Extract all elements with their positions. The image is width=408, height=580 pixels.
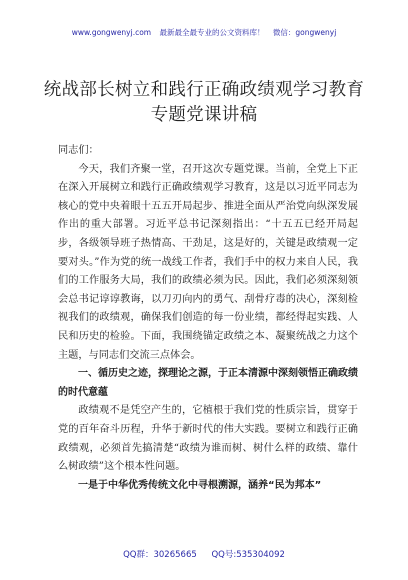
salutation: 同志们： [58,145,99,156]
footer-qq-group: QQ群：30265665 [123,550,197,560]
document-body [58,142,358,495]
intro-paragraph: 今天，我们齐聚一堂，召开这次专题党课。当前，全党上下正在深入开展树立和践行正确政绩观学习教育，这是以习近平同志为核心的党中央着眼十五五开局起步、推进全面从严治党向纵深发展作出的重大部署。习近平总书记深刻指出：“十五五已经开局起步，各级领导班子热情高、干劲足，这是好的，关键是政绩观一定要对头。”作为党的统一战线工作者，我们手中的权力来自人民，我们的工作服务大局，我们的政绩必须为民。因此，我们必须深刻领会总书记谆谆教诲，以刀刃向内的勇气、刮骨疗毒的决心，深刻检视我们的政绩观，确保我们创造的每一份业绩，都经得起实践、人民和历史的检验。下面，我围绕锚定政绩之本、凝聚统战之力这个主题，与同志们交流三点体会。 [58,163,358,361]
section-paragraph: 政绩观不是凭空产生的，它植根于我们党的性质宗旨，贯穿于党的百年奋斗历程，升华于新时代的伟大实践。要树立和践行正确政绩观，必须首先搞清楚“政绩为谁而树、树什么样的政绩、靠什么树政绩”这个根本性问题。 [58,405,358,473]
document-title: 统战部长树立和践行正确政绩观学习教育专题党课讲稿 [43,80,365,125]
sub-heading: 一是于中华优秀传统文化中寻根溯源，涵养“民为邦本” [78,479,322,491]
header-slogan: 最新最全最专业的公文资料库！ [159,28,265,37]
section-heading: 一、循历史之迹，探理论之源，于正本清源中深刻领悟正确政绩的时代意蕴 [58,368,358,398]
header-site[interactable]: www.gongwenyj.com [71,28,152,37]
page-footer [0,548,408,560]
header-wechat: 微信：gongwenyj [272,28,337,37]
page-header [0,27,408,38]
footer-qq: QQ号:535304092 [211,550,285,560]
